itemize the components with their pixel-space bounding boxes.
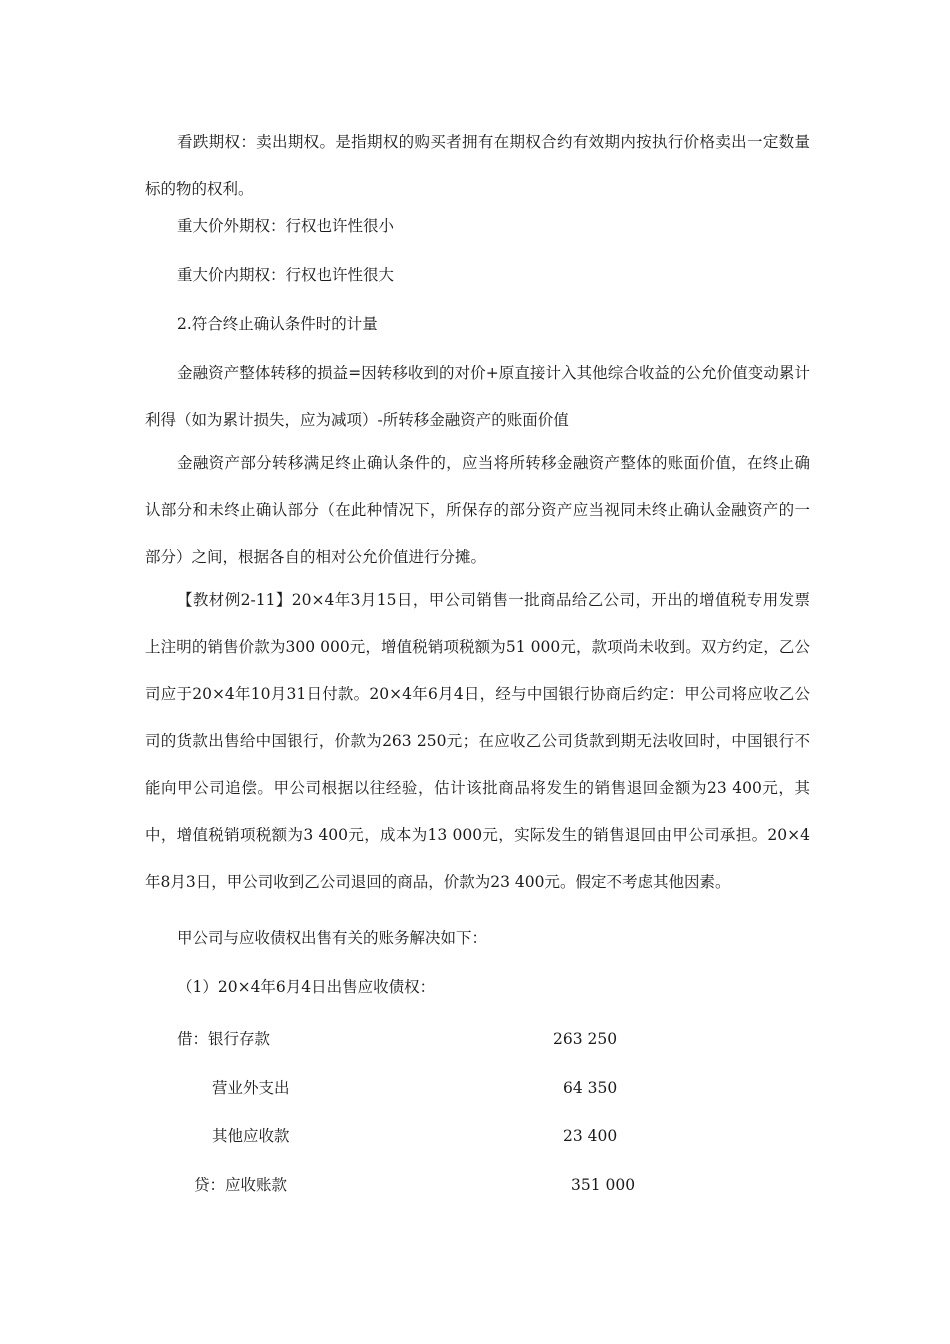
- deep-out-of-money-paragraph: 重大价外期权：行权也许性很小: [177, 217, 395, 235]
- credit-ar-label: 贷：应收账款: [194, 1176, 288, 1194]
- put-option-paragraph: 看跌期权：卖出期权。是指期权的购买者拥有在期权合约有效期内按执行价格卖出一定数量标的物的权利。: [145, 133, 810, 198]
- example-paragraph: 【教材例2-11】20×4年3月15日，甲公司销售一批商品给乙公司，开出的增值税专用发票上注明的销售价款为300 000元，增值税销项税额为51 000元，款项尚未收到。双方约定，乙公司应于20×4年10月31日付款。20×4年6月4日，经与中国银行协商后约定：甲公司将应收乙公司的货款出售给中国银行，价款为263 250元；在应收乙公司货款到期无法收回时，中国银行不能向甲公司追偿。甲公司根据以往经验，估计该批商品将发生的销售退回金额为23 400元，其中，增值税销项税额为3 400元，成本为13 000元，实际发生的销售退回由甲公司承担。20×4年8月3日，甲公司收到乙公司退回的商品，价款为23 400元。假定不考虑其他因素。: [145, 591, 810, 891]
- debit-bank-amount: 263 250: [553, 1030, 618, 1048]
- debit-loss-amount: 64 350: [563, 1079, 618, 1097]
- credit-ar-amount: 351 000: [571, 1176, 636, 1194]
- accounting-intro-paragraph: 甲公司与应收债权出售有关的账务解决如下：: [177, 929, 488, 947]
- debit-loss-label: 营业外支出: [212, 1079, 290, 1097]
- debit-other-amount: 23 400: [563, 1127, 618, 1145]
- partial-transfer-paragraph: 金融资产部分转移满足终止确认条件的，应当将所转移金融资产整体的账面价值，在终止确认部分和未终止确认部分（在此种情况下，所保存的部分资产应当视同未终止确认金融资产的一部分）之间，根据各自的相对公允价值进行分摊。: [145, 454, 810, 566]
- debit-bank-label: 借：银行存款: [177, 1030, 271, 1048]
- step-1-paragraph: （1）20×4年6月4日出售应收债权：: [177, 978, 436, 996]
- section-heading: 2.符合终止确认条件时的计量: [177, 315, 378, 333]
- whole-transfer-paragraph: 金融资产整体转移的损益=因转移收到的对价+原直接计入其他综合收益的公允价值变动累计利得（如为累计损失，应为减项）-所转移金融资产的账面价值: [145, 364, 810, 429]
- debit-other-label: 其他应收款: [212, 1127, 290, 1145]
- deep-in-the-money-paragraph: 重大价内期权：行权也许性很大: [177, 266, 395, 284]
